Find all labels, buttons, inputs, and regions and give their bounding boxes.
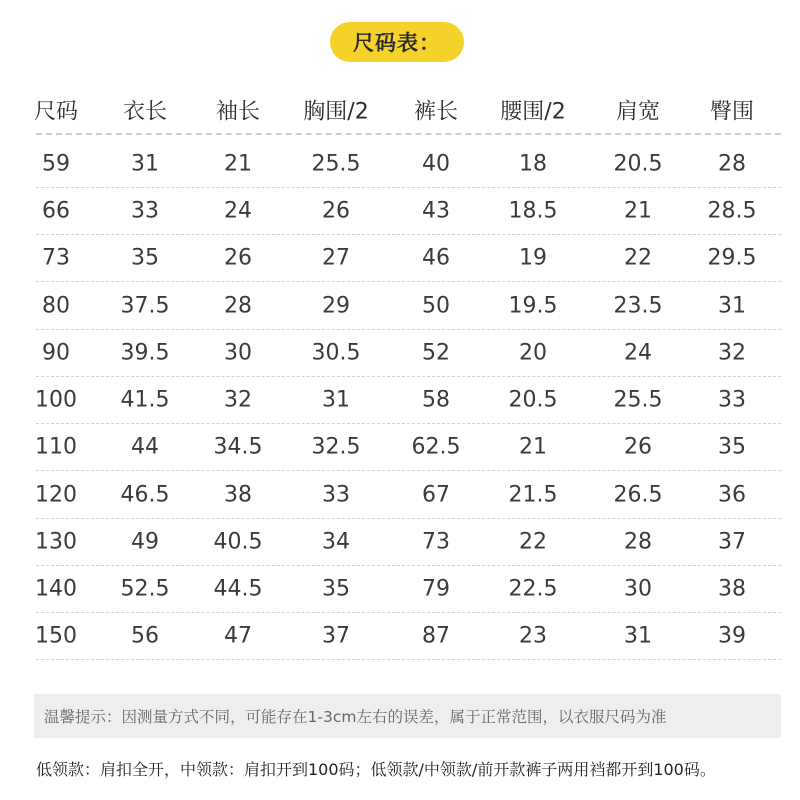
table-cell: 20.5 (508, 387, 558, 412)
table-cell: 21 (519, 434, 547, 459)
table-cell: 35 (718, 434, 746, 459)
table-cell: 50 (422, 293, 450, 318)
column-header: 袖长 (215, 99, 261, 124)
table-cell: 26 (224, 245, 252, 270)
style-note: 低领款：肩扣全开，中领款：肩扣开到100码；低领款/中领款/前开款裤子两用裆都开到100码。 (36, 760, 716, 779)
table-cell: 34 (322, 529, 350, 554)
table-cell: 67 (422, 482, 450, 507)
table-cell: 29 (322, 293, 350, 318)
table-cell: 36 (718, 482, 746, 507)
table-row (36, 187, 781, 235)
table-cell: 47 (224, 623, 252, 648)
table-cell: 37 (718, 529, 746, 554)
table-cell: 34.5 (213, 434, 263, 459)
table-cell: 80 (42, 293, 70, 318)
table-cell: 140 (35, 576, 77, 601)
table-row (36, 565, 781, 613)
size-chart-title: 尺码表： (330, 22, 464, 62)
table-cell: 87 (422, 623, 450, 648)
table-cell: 24 (624, 340, 652, 365)
table-cell: 52 (422, 340, 450, 365)
column-header: 臀围 (709, 99, 755, 124)
table-cell: 43 (422, 198, 450, 223)
table-cell: 33 (131, 198, 159, 223)
table-cell: 30 (624, 576, 652, 601)
table-cell: 22 (624, 245, 652, 270)
table-cell: 22.5 (508, 576, 558, 601)
table-cell: 110 (35, 434, 77, 459)
table-row (36, 423, 781, 471)
table-cell: 18 (519, 151, 547, 176)
table-cell: 41.5 (120, 387, 170, 412)
table-cell: 46 (422, 245, 450, 270)
table-cell: 26 (624, 434, 652, 459)
table-cell: 79 (422, 576, 450, 601)
column-header: 腰围/2 (500, 99, 566, 124)
table-cell: 24 (224, 198, 252, 223)
table-cell: 56 (131, 623, 159, 648)
table-cell: 30.5 (311, 340, 361, 365)
column-header: 裤长 (413, 99, 459, 124)
table-cell: 32 (718, 340, 746, 365)
table-row (36, 140, 781, 188)
table-cell: 39 (718, 623, 746, 648)
table-cell: 37 (322, 623, 350, 648)
table-cell: 37.5 (120, 293, 170, 318)
table-cell: 40.5 (213, 529, 263, 554)
table-row (36, 518, 781, 566)
table-cell: 26 (322, 198, 350, 223)
table-cell: 19.5 (508, 293, 558, 318)
table-cell: 19 (519, 245, 547, 270)
table-cell: 49 (131, 529, 159, 554)
column-header: 肩宽 (615, 99, 661, 124)
table-cell: 32.5 (311, 434, 361, 459)
table-cell: 31 (322, 387, 350, 412)
table-cell: 39.5 (120, 340, 170, 365)
table-cell: 21.5 (508, 482, 558, 507)
table-cell: 20.5 (613, 151, 663, 176)
table-cell: 30 (224, 340, 252, 365)
table-cell: 23.5 (613, 293, 663, 318)
table-cell: 40 (422, 151, 450, 176)
table-cell: 150 (35, 623, 77, 648)
table-row (36, 329, 781, 377)
table-cell: 120 (35, 482, 77, 507)
table-cell: 32 (224, 387, 252, 412)
table-cell: 35 (322, 576, 350, 601)
table-row (36, 282, 781, 330)
table-cell: 58 (422, 387, 450, 412)
table-cell: 44 (131, 434, 159, 459)
table-cell: 20 (519, 340, 547, 365)
table-cell: 21 (224, 151, 252, 176)
table-cell: 33 (322, 482, 350, 507)
table-cell: 73 (422, 529, 450, 554)
table-cell: 59 (42, 151, 70, 176)
table-cell: 130 (35, 529, 77, 554)
table-row (36, 471, 781, 519)
table-cell: 18.5 (508, 198, 558, 223)
table-cell: 73 (42, 245, 70, 270)
table-header-row (33, 86, 781, 135)
table-row (36, 612, 781, 660)
table-cell: 44.5 (213, 576, 263, 601)
column-header: 胸围/2 (303, 99, 369, 124)
measurement-tip-text: 温馨提示：因测量方式不同，可能存在1-3cm左右的误差，属于正常范围，以衣服尺码为准 (44, 708, 667, 726)
table-cell: 25.5 (613, 387, 663, 412)
table-cell: 90 (42, 340, 70, 365)
table-cell: 28 (224, 293, 252, 318)
table-cell: 31 (131, 151, 159, 176)
table-cell: 62.5 (411, 434, 461, 459)
column-header: 衣长 (122, 99, 168, 124)
table-row (36, 234, 781, 282)
measurement-tip (34, 694, 781, 738)
table-cell: 28.5 (707, 198, 757, 223)
table-cell: 38 (718, 576, 746, 601)
table-cell: 27 (322, 245, 350, 270)
table-cell: 25.5 (311, 151, 361, 176)
table-cell: 26.5 (613, 482, 663, 507)
column-header: 尺码 (33, 99, 79, 124)
table-cell: 28 (718, 151, 746, 176)
table-cell: 33 (718, 387, 746, 412)
table-cell: 21 (624, 198, 652, 223)
table-cell: 35 (131, 245, 159, 270)
table-cell: 29.5 (707, 245, 757, 270)
table-cell: 28 (624, 529, 652, 554)
table-cell: 31 (624, 623, 652, 648)
table-cell: 22 (519, 529, 547, 554)
table-cell: 52.5 (120, 576, 170, 601)
table-cell: 38 (224, 482, 252, 507)
table-cell: 31 (718, 293, 746, 318)
table-cell: 100 (35, 387, 77, 412)
table-row (36, 376, 781, 424)
table-cell: 23 (519, 623, 547, 648)
table-cell: 46.5 (120, 482, 170, 507)
table-cell: 66 (42, 198, 70, 223)
